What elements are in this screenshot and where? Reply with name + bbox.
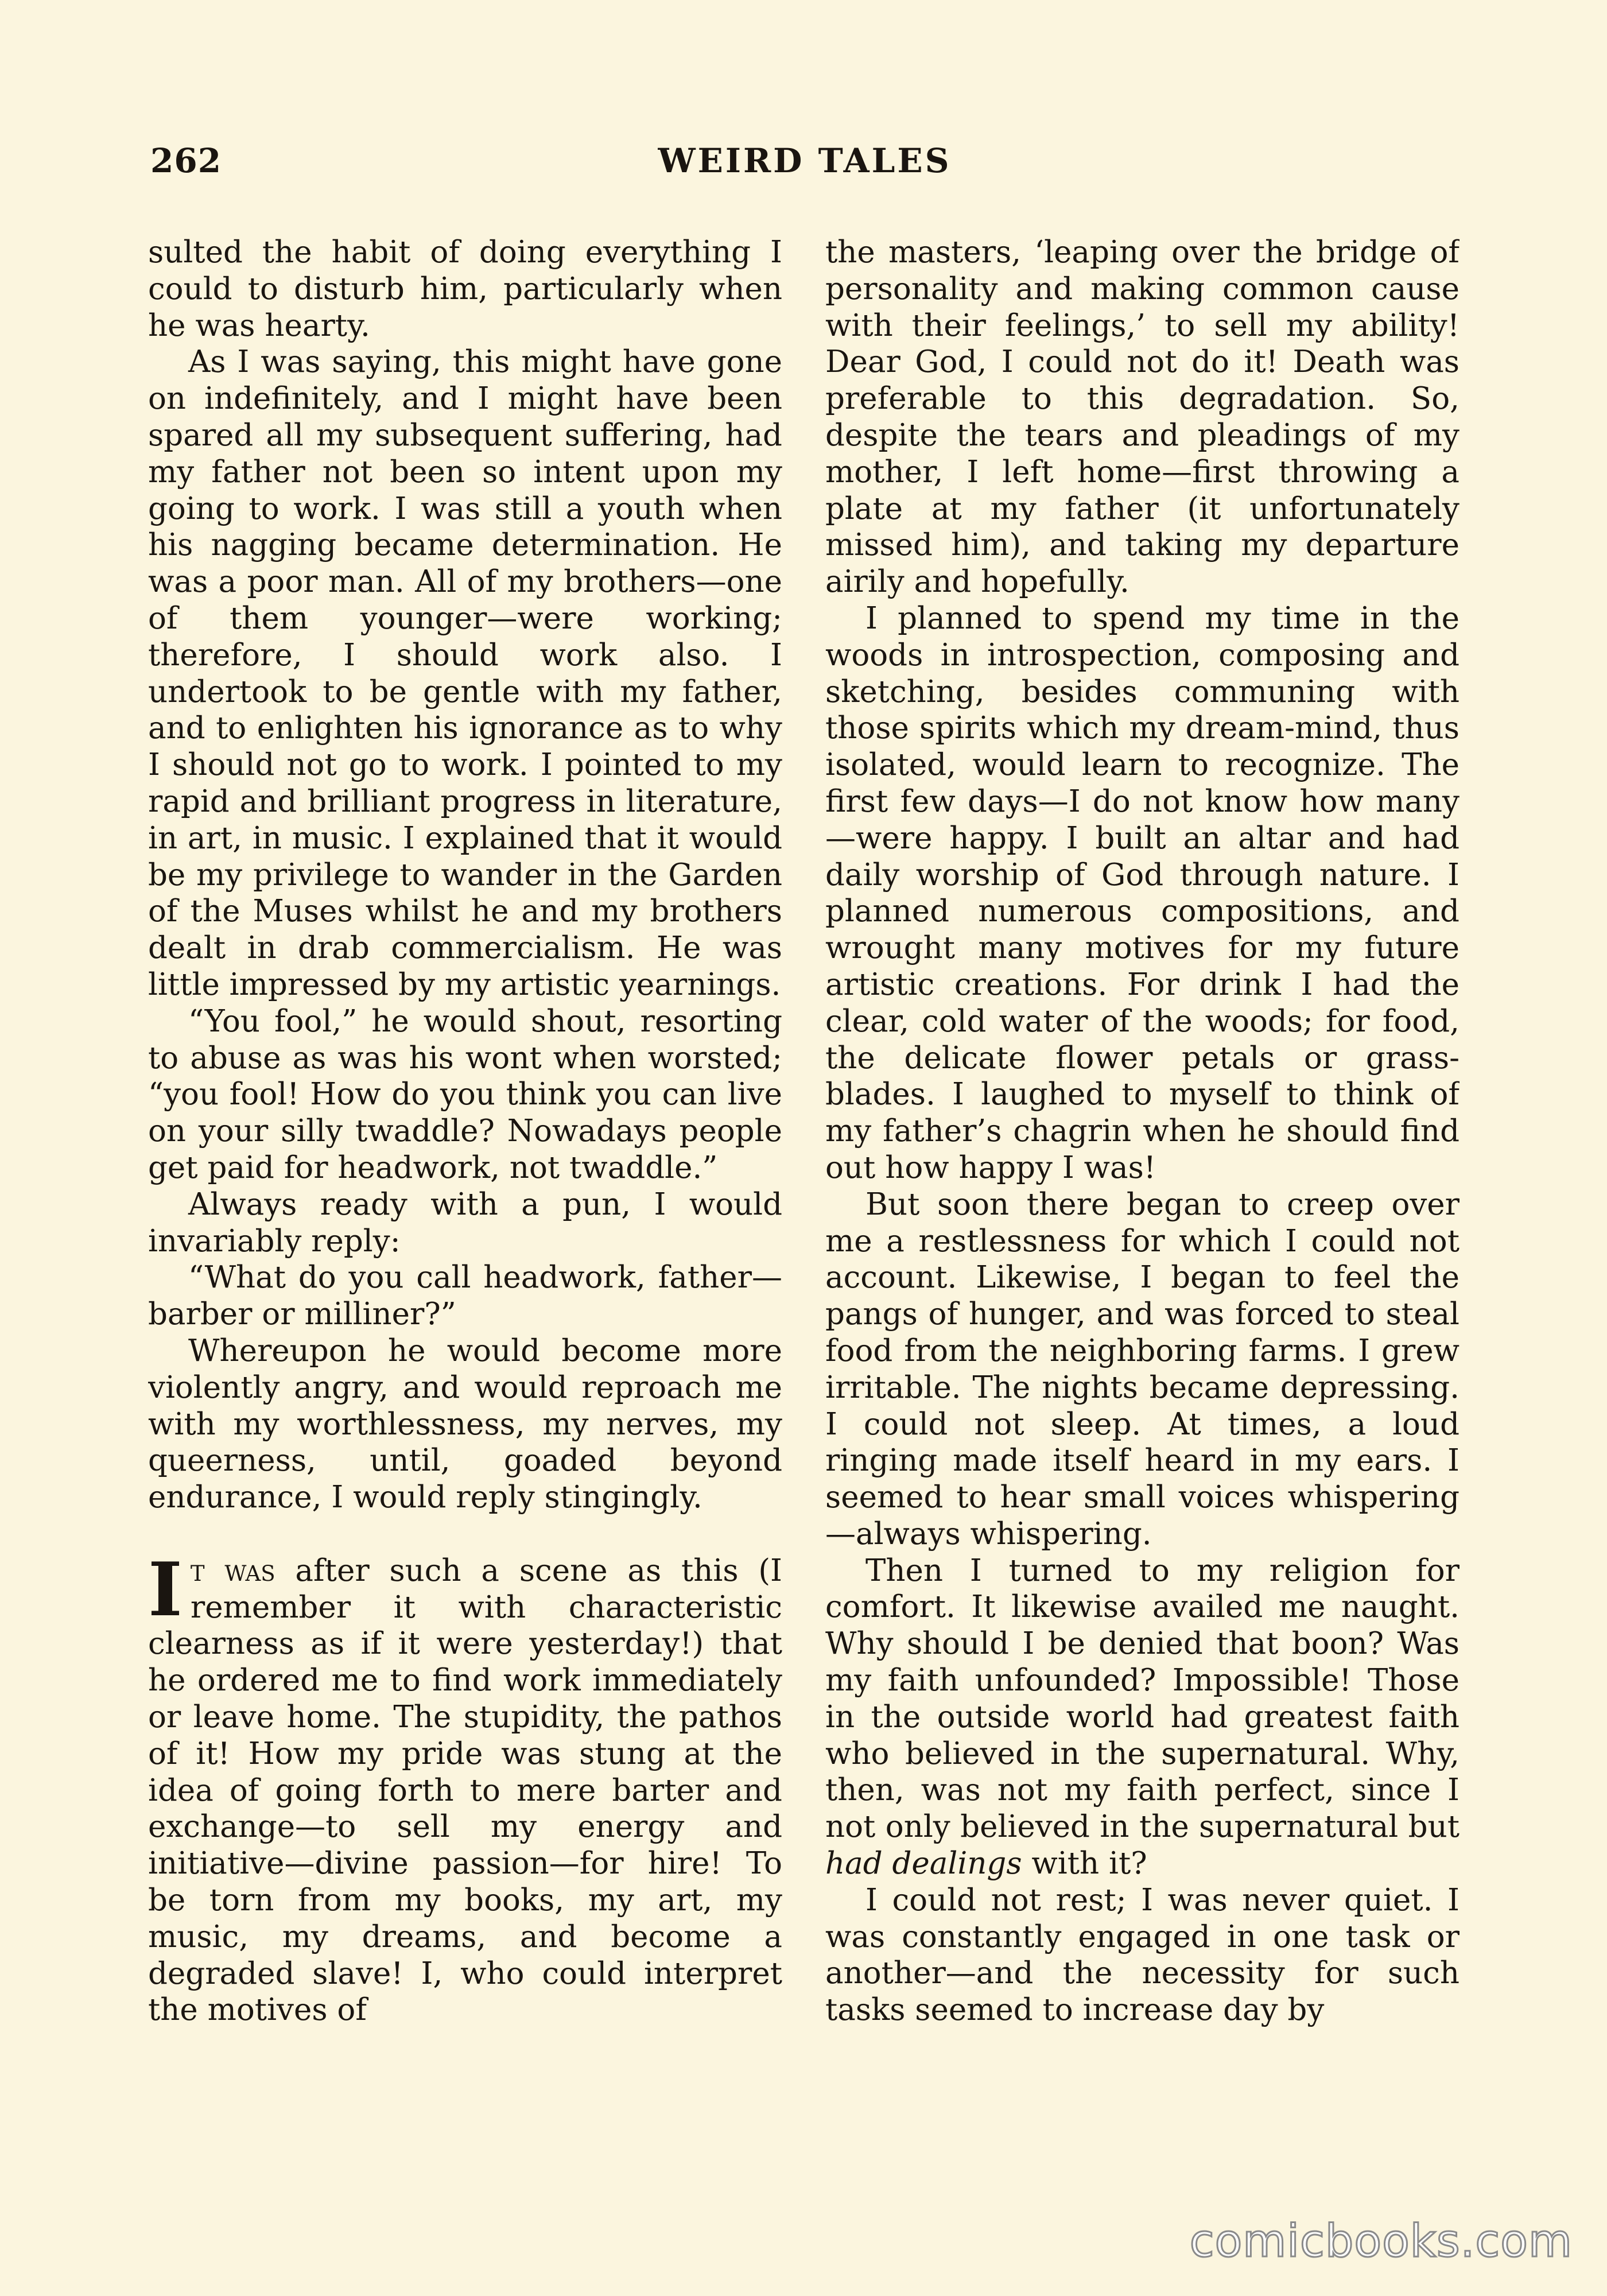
paragraph: As I was saying, this might have gone on indefinitely, and I might have been spared all my subsequent suffering, had my father not been so intent upon my going to work. I was still a youth when his nagging became determination. He was a poor man. All of my brothers—one of them younger—were working; therefore, I should work also. I undertook to be gentle with my father, and to enlighten his ignorance as to why I should not go to work. I pointed to my rapid and brilliant progress in literature, in art, in music. I explained that it would be my privilege to wander in the Garden of the Muses whilst he and my brothers dealt in drab commercialism. He was little impressed by my artistic yearnings. bbox=[148, 344, 782, 1002]
paragraph-with-emphasis bbox=[825, 1553, 1460, 1882]
small-caps-lead: t was bbox=[190, 1553, 275, 1588]
text-run: Then I turned to my religion for comfort. It likewise availed me naught. Why should I be denied that boon? Was my faith unfounded? Impossible! Those in the outside world had greatest faith who believed in the supernatural. Why, then, was not my faith perfect, since I not only believed in the supernatural but bbox=[825, 1553, 1460, 1845]
paragraph: I could not rest; I was never quiet. I was constantly engaged in one task or another—and the necessity for such tasks seemed to increase day by bbox=[825, 1882, 1460, 2028]
paragraph: Always ready with a pun, I would invariably reply: bbox=[148, 1186, 782, 1259]
paragraph: the masters, ‘leaping over the bridge of personality and making common cause with their feelings,’ to sell my ability! Dear God, I could not do it! Death was preferable to this degradation. So, despite the tears and pleadings of my mother, I left home—first throwing a plate at my father (it unfortunately missed him), and taking my departure airily and hopefully. bbox=[825, 235, 1460, 600]
section-text: after such a scene as this (I remember it with characteristic clearness as if it were yesterday!) that he ordered me to find work immediately or leave home. The stupidity, the pathos of it! How my pride was stung at the idea of going forth to mere barter and exchange—to sell my energy and initiative—divine passion—for hire! To be torn from my books, my art, my music, my dreams, and become a degraded slave! I, who could interpret the motives of bbox=[148, 1553, 782, 2028]
paragraph: sulted the habit of doing everything I could to disturb him, particularly when he was hearty. bbox=[148, 235, 782, 343]
watermark-logo: comicbooks.com bbox=[1189, 2216, 1573, 2267]
left-column bbox=[148, 234, 782, 2209]
paragraph: I planned to spend my time in the woods in introspection, composing and sketching, besides communing with those spirits which my dream-mind, thus isolated, would learn to recognize. The first few days—I do not know how many—were happy. I built an altar and had daily worship of God through nature. I planned numerous compositions, and wrought many motives for my future artistic creations. For drink I had the clear, cold water of the woods; for food, the delicate flower petals or grass-blades. I laughed to myself to think of my father’s chagrin when he should find out how happy I was! bbox=[825, 600, 1460, 1185]
page-header bbox=[150, 141, 1459, 193]
running-title: WEIRD TALES bbox=[658, 141, 952, 180]
paragraph: Whereupon he would become more violently angry, and would reproach me with my worthlessness, my nerves, my queerness, until, goaded beyond endurance, I would reply stingingly. bbox=[148, 1333, 782, 1515]
italic-emphasis: had dealings bbox=[825, 1846, 1022, 1882]
page-number: 262 bbox=[150, 141, 222, 180]
text-run: with it? bbox=[1022, 1846, 1147, 1882]
paragraph: “What do you call headwork, father—barber or milliner?” bbox=[148, 1260, 782, 1332]
drop-cap: I bbox=[148, 1546, 183, 1633]
paragraph: But soon there began to creep over me a restlessness for which I could not account. Likewise, I began to feel the pangs of hunger, and was forced to steal food from the neighboring farms. I grew irritable. The nights became depressing. I could not sleep. At times, a loud ringing made itself heard in my ears. I seemed to hear small voices whispering—always whispering. bbox=[825, 1186, 1460, 1552]
right-column bbox=[825, 234, 1460, 2209]
section-opening-paragraph bbox=[148, 1546, 782, 2029]
paragraph: “You fool,” he would shout, resorting to abuse as was his wont when worsted; “you fool! How do you think you can live on your silly twaddle? Nowadays people get paid for headwork, not twaddle.” bbox=[148, 1003, 782, 1185]
